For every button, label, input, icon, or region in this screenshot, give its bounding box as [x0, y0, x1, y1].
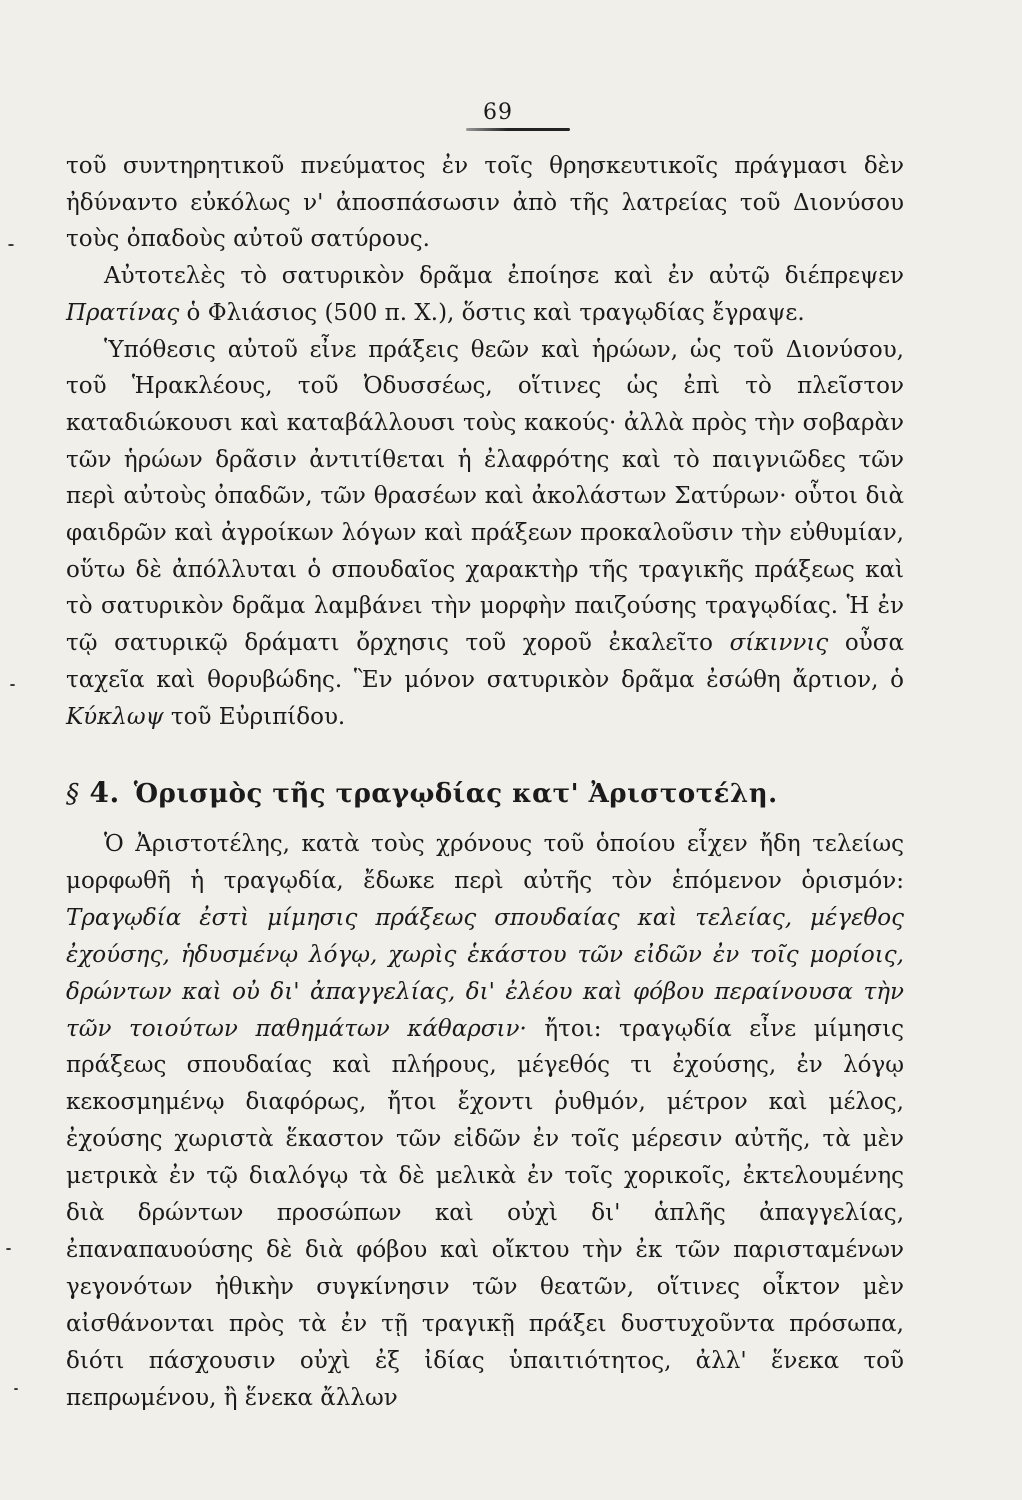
paragraph-continuation: τοῦ συντηρητικοῦ πνεύματος ἐν τοῖς θρησκευτικοῖς πράγμασι δὲν ἠδύναντο εὐκόλως ν' ἀποσπάσωσιν ἀπὸ τῆς λατρείας τοῦ Διονύσου τοὺς ὀπαδοὺς αὐτοῦ σατύρους. [66, 153, 904, 253]
section-title: Ὁρισμὸς τῆς τραγῳδίας κατ' Ἀριστοτέλη. [133, 779, 778, 809]
paragraph-text: Ὁ Ἀριστοτέλης, κατὰ τοὺς χρόνους τοῦ ὁποίου εἶχεν ἤδη τελείως μορφωθῆ ἡ τραγῳδία, ἔδωκε περὶ αὐτῆς τὸν ἑπόμενον ὁρισμόν: [66, 831, 904, 894]
paragraph-text: Αὐτοτελὲς τὸ σατυρικὸν δρᾶμα ἐποίησε καὶ ἐν αὐτῷ διέπρεψεν [104, 263, 904, 290]
print-speck [10, 684, 15, 686]
paragraph-text: τοῦ Εὐριπίδου. [163, 703, 346, 730]
paragraph-text: ἤτοι: τραγῳδία εἶνε μίμησις πράξεως σπουδαίας καὶ πλήρους, μέγεθός τι ἐχούσης, ἐν λόγῳ κεκοσμημένῳ διαφόρως, ἤτοι ἔχοντι ῥυθμόν, μέτρον καὶ μέλος, ἐχούσης χωριστὰ ἕκαστον τῶν εἰδῶν ἐν τοῖς μέρεσιν αὐτῆς, τὰ μὲν μετρικὰ ἐν τῷ διαλόγῳ τὰ δὲ μελικὰ ἐν τοῖς χορικοῖς, ἐκτελουμένης διὰ δρώντων προσώπων καὶ οὐχὶ δι' ἁπλῆς ἀπαγγελίας, ἐπαναπαυούσης δὲ διὰ φόβου καὶ οἴκτου τὴν ἐκ τῶν παρισταμένων γεγονότων ἠθικὴν συγκίνησιν τῶν θεατῶν, οἵτινες οἶκτον μὲν αἰσθάνονται πρὸς τὰ ἐν τῇ τραγικῇ πράξει δυστυχοῦντα πρόσωπα, διότι πάσχουσιν οὐχὶ ἐξ ἰδίας ὑπαιτιότητος, ἀλλ' ἕνεκα τοῦ πεπρωμένου, ἢ ἕνεκα ἄλλων [66, 1015, 904, 1411]
page-number-rule [466, 128, 570, 131]
italic-name: Πρατίνας [66, 299, 180, 326]
page-number: 69 [483, 100, 513, 125]
paragraph-text: ὁ Φλιάσιος (500 π. Χ.), ὅστις καὶ τραγῳδίας ἔγραψε. [179, 299, 805, 326]
print-speck [6, 1248, 11, 1250]
print-speck [14, 1388, 18, 1390]
section-heading [66, 776, 916, 809]
section-sign: § [66, 779, 80, 809]
paragraph-text: Ὑπόθεσις αὐτοῦ εἶνε πράξεις θεῶν καὶ ἡρώων, ὡς τοῦ Διονύσου, τοῦ Ἡρακλέους, τοῦ Ὀδυσσέως, οἵτινες ὡς ἐπὶ τὸ πλεῖστον καταδιώκουσι καὶ καταβάλλουσι τοὺς κακούς· ἀλλὰ πρὸς τὴν σοβαρὰν τῶν ἡρώων δρᾶσιν ἀντιτίθεται ἡ ἐλαφρότης καὶ τὸ παιγνιῶδες τῶν περὶ αὐτοὺς ὀπαδῶν, τῶν θρασέων καὶ ἀκολάστων Σατύρων· οὗτοι διὰ φαιδρῶν καὶ ἀγροίκων λόγων καὶ πράξεων προκαλοῦσιν τὴν εὐθυμίαν, οὕτω δὲ ἀπόλλυται ὁ σπουδαῖος χαρακτὴρ τῆς τραγικῆς πράξεως καὶ τὸ σατυρικὸν δρᾶμα λαμβάνει τὴν μορφὴν παιζούσης τραγῳδίας. Ἡ ἐν τῷ σατυρικῷ δράματι ὄρχησις τοῦ χοροῦ ἐκαλεῖτο [66, 336, 904, 657]
print-speck [8, 244, 14, 246]
lower-text-block [66, 826, 904, 1417]
section-number: 4. [89, 776, 120, 809]
paragraph-aristotle-definition [66, 826, 904, 1417]
upper-text-block [66, 148, 904, 735]
italic-term: σίκιννις [729, 630, 829, 657]
italic-title: Κύκλωψ [66, 703, 164, 730]
paragraph-satyr-drama-subject [66, 332, 904, 736]
paragraph-text: οὖσα ταχεῖα καὶ θορυβώδης. Ἓν μόνον σατυρικὸν δρᾶμα ἐσώθη ἄρτιον, ὁ [66, 630, 904, 693]
paragraph-satyr-drama-author [66, 258, 904, 331]
italic-quotation: Τραγῳδία ἐστὶ μίμησις πράξεως σπουδαίας καὶ τελείας, μέγεθος ἐχούσης, ἡδυσμένῳ λόγῳ, χωρὶς ἑκάστου τῶν εἰδῶν ἐν τοῖς μορίοις, δρώντων καὶ οὐ δι' ἀπαγγελίας, δι' ἐλέου καὶ φόβου περαίνουσα τὴν τῶν τοιούτων παθημάτων κάθαρσιν· [66, 904, 904, 1042]
